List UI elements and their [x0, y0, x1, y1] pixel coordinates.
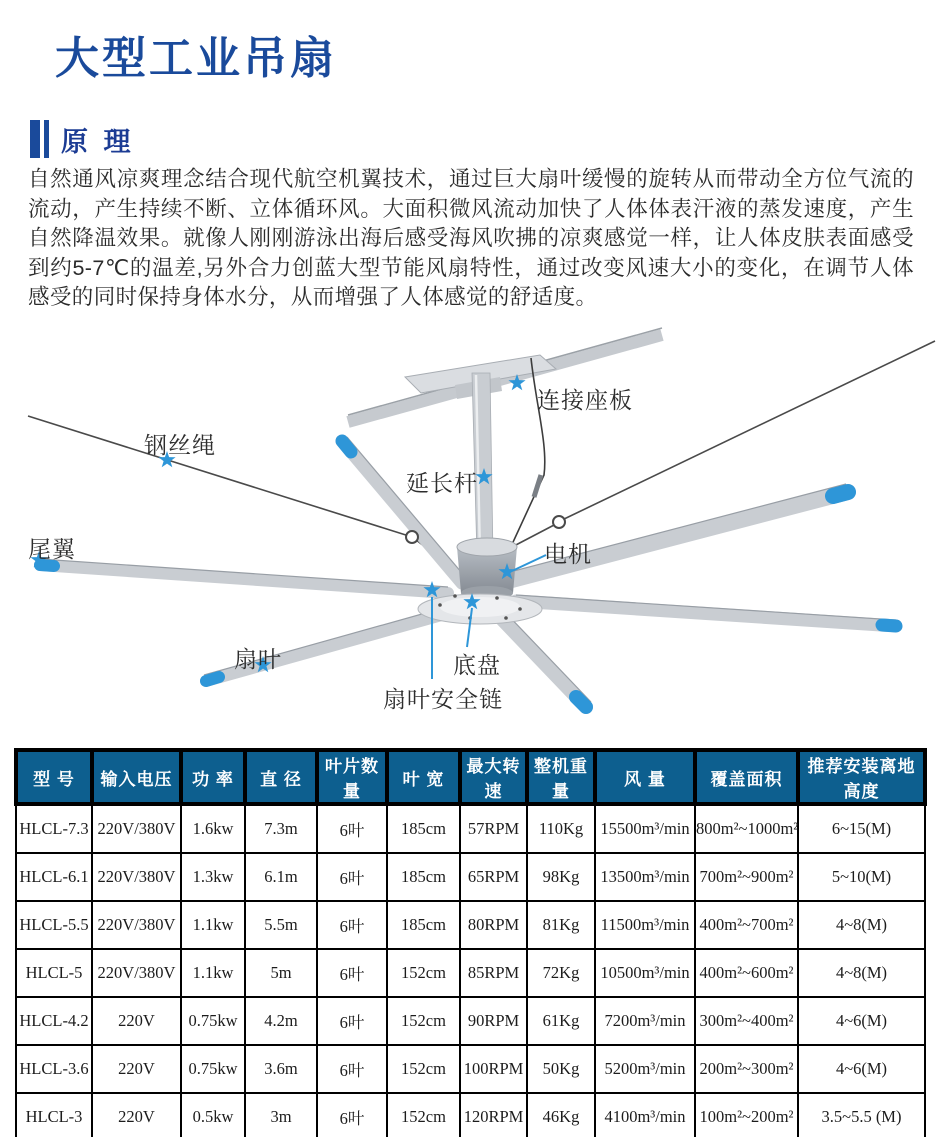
- table-cell: 81Kg: [527, 901, 595, 949]
- header-max-speed: 最大转速: [460, 750, 527, 804]
- table-cell: 5m: [245, 949, 317, 997]
- table-cell: HLCL-6.1: [16, 853, 92, 901]
- header-blade-width: 叶 宽: [387, 750, 460, 804]
- table-row: [16, 804, 925, 853]
- turnbuckle: [534, 475, 541, 497]
- label-fan-blade: 扇叶: [234, 646, 282, 672]
- table-cell: 4~8(M): [798, 901, 925, 949]
- table-cell: 1.3kw: [181, 853, 245, 901]
- table-cell: 300m²~400m²: [695, 997, 798, 1045]
- table-row: [16, 997, 925, 1045]
- table-row: [16, 1093, 925, 1137]
- fan-blade-upper-left: [342, 437, 467, 583]
- header-input-voltage: 输入电压: [92, 750, 181, 804]
- table-cell: 3.6m: [245, 1045, 317, 1093]
- table-cell: 5.5m: [245, 901, 317, 949]
- table-cell: 3.5~5.5 (M): [798, 1093, 925, 1137]
- fan-blade-right: [516, 595, 896, 626]
- table-cell: 185cm: [387, 901, 460, 949]
- guy-wire-right: [562, 341, 935, 520]
- header-diameter: 直 径: [245, 750, 317, 804]
- table-cell: HLCL-4.2: [16, 997, 92, 1045]
- table-cell: 85RPM: [460, 949, 527, 997]
- table-cell: 6叶: [317, 853, 387, 901]
- table-cell: 100m²~200m²: [695, 1093, 798, 1137]
- table-cell: 4~8(M): [798, 949, 925, 997]
- label-tail-wing: 尾翼: [28, 536, 76, 562]
- table-cell: 4~6(M): [798, 1045, 925, 1093]
- table-cell: 90RPM: [460, 997, 527, 1045]
- table-cell: 15500m³/min: [595, 804, 695, 853]
- table-cell: 7200m³/min: [595, 997, 695, 1045]
- table-cell: 61Kg: [527, 997, 595, 1045]
- table-row: [16, 901, 925, 949]
- table-cell: 6叶: [317, 997, 387, 1045]
- table-cell: 98Kg: [527, 853, 595, 901]
- section-heading-label: 原 理: [61, 126, 135, 157]
- table-cell: 152cm: [387, 1093, 460, 1137]
- principle-paragraph: 自然通风凉爽理念结合现代航空机翼技术，通过巨大扇叶缓慢的旋转从而带动全方位气流的流动，产生持续不断、立体循环风。大面积微风流动加快了人体体表汗液的蒸发速度，产生自然降温效果。就像人刚刚游泳出海后感受海风吹拂的凉爽感觉一样，让人体皮肤表面感受到约5-7℃的温差,另外合力创蓝大型节能风扇特性，通过改变风速大小的变化，在调节人体感受的同时保持身体水分，从而增强了人体感觉的舒适度。: [28, 167, 914, 309]
- guy-wire-left: [28, 416, 409, 536]
- table-cell: 0.5kw: [181, 1093, 245, 1137]
- table-cell: 13500m³/min: [595, 853, 695, 901]
- header-model: 型 号: [16, 750, 92, 804]
- table-cell: 57RPM: [460, 804, 527, 853]
- table-cell: 6叶: [317, 1093, 387, 1137]
- table-cell: 7.3m: [245, 804, 317, 853]
- table-cell: HLCL-5.5: [16, 901, 92, 949]
- table-row: [16, 853, 925, 901]
- table-cell: 4100m³/min: [595, 1093, 695, 1137]
- header-coverage: 覆盖面积: [695, 750, 798, 804]
- header-air-volume: 风 量: [595, 750, 695, 804]
- table-cell: 120RPM: [460, 1093, 527, 1137]
- table-cell: 400m²~700m²: [695, 901, 798, 949]
- label-motor: 电机: [544, 541, 592, 567]
- label-chassis: 底盘: [453, 652, 501, 678]
- blade-tip-cap: [576, 697, 586, 707]
- table-cell: 185cm: [387, 853, 460, 901]
- table-row: [16, 1045, 925, 1093]
- label-extension-rod: 延长杆: [406, 470, 478, 496]
- header-blade-count: 叶片数量: [317, 750, 387, 804]
- table-cell: 220V/380V: [92, 949, 181, 997]
- table-cell: 200m²~300m²: [695, 1045, 798, 1093]
- table-cell: 400m²~600m²: [695, 949, 798, 997]
- header-power: 功 率: [181, 750, 245, 804]
- table-cell: 5~10(M): [798, 853, 925, 901]
- table-cell: 220V/380V: [92, 901, 181, 949]
- table-cell: HLCL-3.6: [16, 1045, 92, 1093]
- table-cell: 700m²~900m²: [695, 853, 798, 901]
- table-cell: 10500m³/min: [595, 949, 695, 997]
- label-connect-plate: 连接座板: [537, 387, 633, 413]
- table-cell: 80RPM: [460, 901, 527, 949]
- header-weight: 整机重量: [527, 750, 595, 804]
- table-cell: 46Kg: [527, 1093, 595, 1137]
- table-cell: 220V: [92, 1045, 181, 1093]
- table-cell: 1.1kw: [181, 949, 245, 997]
- table-row: [16, 949, 925, 997]
- section-heading: [30, 119, 135, 159]
- table-cell: 3m: [245, 1093, 317, 1137]
- label-blade-safety-chain: 扇叶安全链: [383, 686, 503, 712]
- table-cell: 110Kg: [527, 804, 595, 853]
- heading-accent-bar-icon: [30, 120, 40, 158]
- table-cell: HLCL-5: [16, 949, 92, 997]
- table-cell: 152cm: [387, 949, 460, 997]
- blade-tip-cap: [342, 441, 351, 452]
- table-cell: 6叶: [317, 901, 387, 949]
- table-cell: 6叶: [317, 1045, 387, 1093]
- table-cell: 220V/380V: [92, 853, 181, 901]
- blade-tip-cap: [833, 492, 848, 496]
- table-cell: 220V: [92, 1093, 181, 1137]
- table-cell: 72Kg: [527, 949, 595, 997]
- table-cell: 152cm: [387, 997, 460, 1045]
- spec-table: [14, 748, 927, 1137]
- table-cell: 1.1kw: [181, 901, 245, 949]
- table-cell: 220V/380V: [92, 804, 181, 853]
- table-cell: 65RPM: [460, 853, 527, 901]
- table-body: [16, 804, 925, 1137]
- table-cell: 4~6(M): [798, 997, 925, 1045]
- table-cell: 11500m³/min: [595, 901, 695, 949]
- table-cell: 100RPM: [460, 1045, 527, 1093]
- table-cell: 0.75kw: [181, 1045, 245, 1093]
- table-cell: 4.2m: [245, 997, 317, 1045]
- table-cell: 6叶: [317, 949, 387, 997]
- rope-ring: [406, 531, 418, 543]
- blade-tip-cap: [882, 625, 896, 626]
- fan-diagram: [0, 325, 939, 745]
- table-cell: HLCL-3: [16, 1093, 92, 1137]
- table-cell: 152cm: [387, 1045, 460, 1093]
- table-cell: 6~15(M): [798, 804, 925, 853]
- table-cell: 6叶: [317, 804, 387, 853]
- table-cell: 0.75kw: [181, 997, 245, 1045]
- table-header-row: [16, 750, 925, 804]
- table-cell: 50Kg: [527, 1045, 595, 1093]
- header-install-height: 推荐安装离地高度: [798, 750, 925, 804]
- table-cell: 1.6kw: [181, 804, 245, 853]
- heading-accent-bar-icon: [44, 120, 49, 158]
- page-title: 大型工业吊扇: [55, 34, 337, 83]
- fan-blade-left-tail-wing: [40, 559, 448, 593]
- table-cell: HLCL-7.3: [16, 804, 92, 853]
- table-cell: 220V: [92, 997, 181, 1045]
- rope-ring: [553, 516, 565, 528]
- table-cell: 185cm: [387, 804, 460, 853]
- table-cell: 800m²~1000m²: [695, 804, 798, 853]
- blade-tip-cap: [206, 677, 219, 681]
- fan-blade-lower-right: [498, 610, 591, 707]
- table-cell: 5200m³/min: [595, 1045, 695, 1093]
- chassis-disc: [418, 594, 542, 624]
- table-cell: 6.1m: [245, 853, 317, 901]
- label-wire-rope: 钢丝绳: [144, 432, 216, 458]
